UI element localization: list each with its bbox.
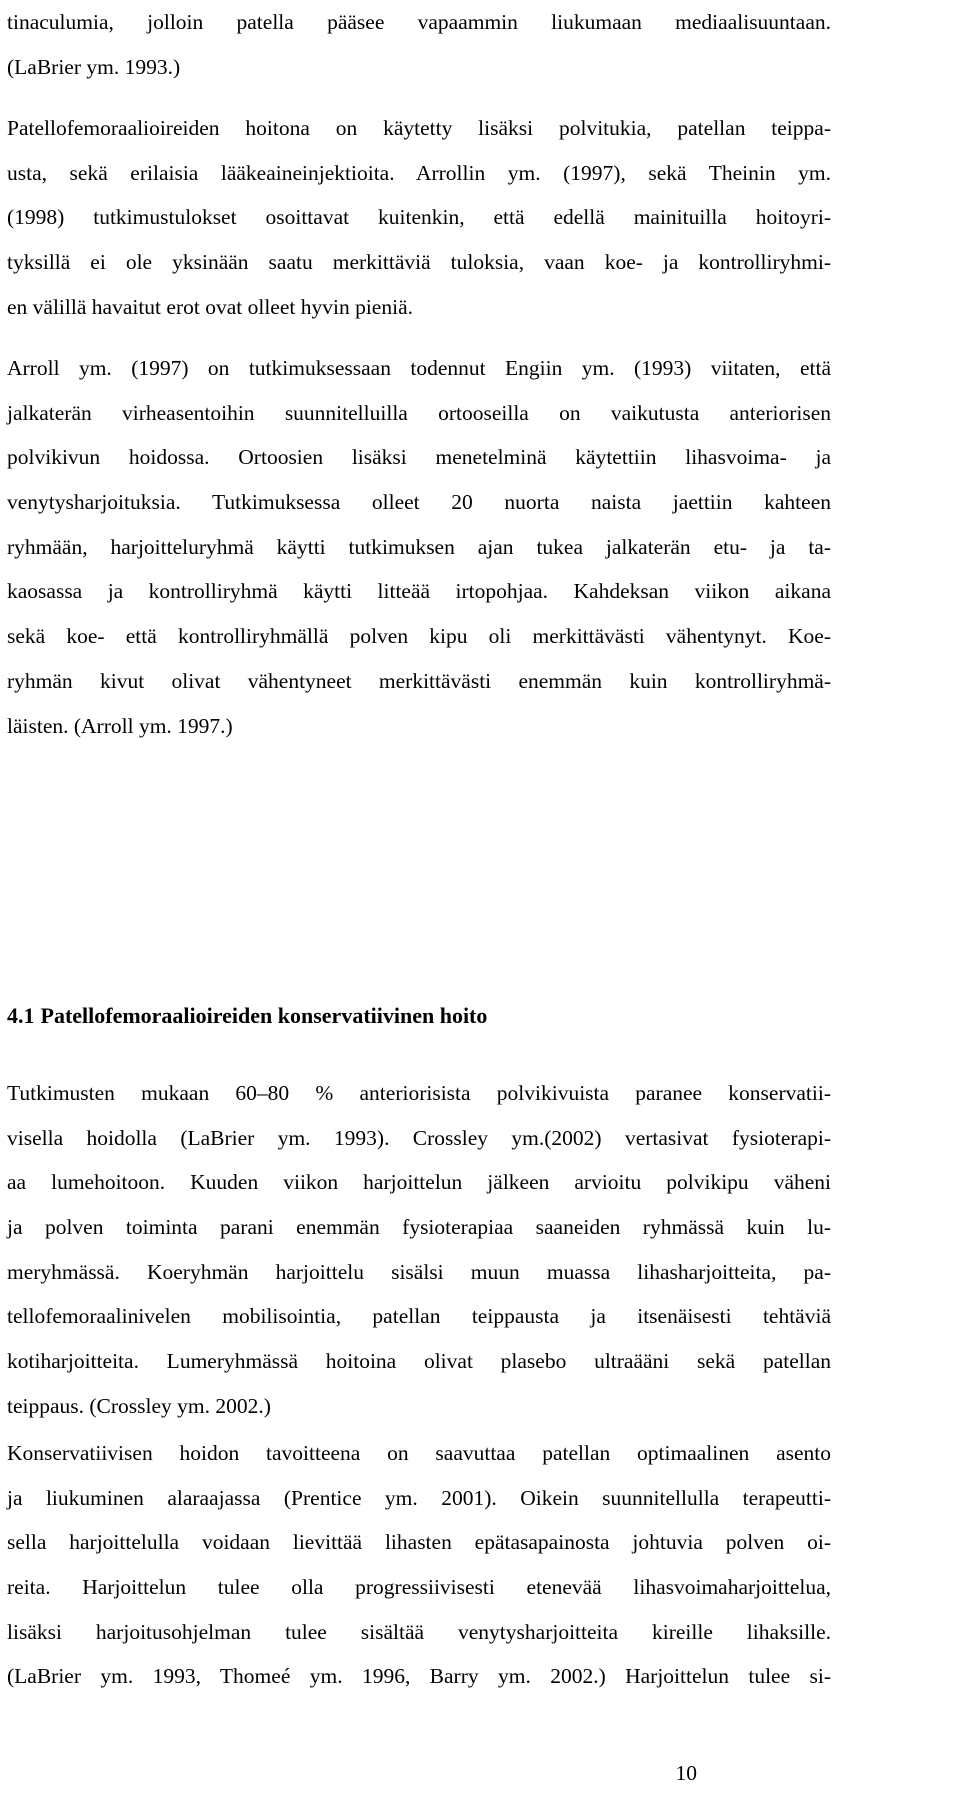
- text-line: tinaculumia, jolloin patella pääsee vapaammin liukumaan mediaalisuuntaan.: [7, 10, 831, 34]
- text-line: ryhmään, harjoitteluryhmä käytti tutkimuksen ajan tukea jalkaterän etu- ja ta-: [7, 534, 831, 559]
- text-line: sekä koe- että kontrolliryhmällä polven kipu oli merkittävästi vähentynyt. Koe-: [7, 624, 831, 649]
- text-line: lisäksi harjoitusohjelman tulee sisältää venytysharjoitteita kireille lihaksille.: [7, 1619, 831, 1644]
- page-number: 10: [675, 1761, 697, 1785]
- paragraph-3: [7, 346, 831, 748]
- text-line: visella hoidolla (LaBrier ym. 1993). Crossley ym.(2002) vertasivat fysioterapi-: [7, 1125, 831, 1150]
- text-line: tellofemoraalinivelen mobilisointia, patellan teippausta ja itsenäisesti tehtäviä: [7, 1304, 831, 1329]
- text-line: tyksillä ei ole yksinään saatu merkittäviä tuloksia, vaan koe- ja kontrolliryhmi-: [7, 250, 831, 275]
- paragraph-2: [7, 106, 831, 329]
- text-line: aa lumehoitoon. Kuuden viikon harjoittelun jälkeen arvioitu polvikipu väheni: [7, 1170, 831, 1195]
- text-line: venytysharjoituksia. Tutkimuksessa olleet 20 nuorta naista jaettiin kahteen: [7, 490, 831, 515]
- text-line: jalkaterän virheasentoihin suunnitelluilla ortooseilla on vaikutusta anteriorisen: [7, 400, 831, 425]
- text-line: kaosassa ja kontrolliryhmä käytti litteää irtopohjaa. Kahdeksan viikon aikana: [7, 579, 831, 604]
- text-line: (1998) tutkimustulokset osoittavat kuitenkin, että edellä mainituilla hoitoyri-: [7, 205, 831, 230]
- text-line: reita. Harjoittelun tulee olla progressiivisesti etenevää lihasvoimaharjoittelua,: [7, 1575, 831, 1600]
- text-line: Tutkimusten mukaan 60–80 % anteriorisista polvikivuista paranee konservatii-: [7, 1081, 831, 1105]
- paragraph-5: [7, 1431, 831, 1699]
- text-line: kotiharjoitteita. Lumeryhmässä hoitoina olivat plasebo ultraääni sekä patellan: [7, 1349, 831, 1374]
- section-number: 4.1: [7, 1003, 35, 1028]
- text-line: meryhmässä. Koeryhmän harjoittelu sisälsi muun muassa lihasharjoitteita, pa-: [7, 1259, 831, 1284]
- text-line: polvikivun hoidossa. Ortoosien lisäksi menetelminä käytettiin lihasvoima- ja: [7, 445, 831, 470]
- text-line: (LaBrier ym. 1993, Thomeé ym. 1996, Barry ym. 2002.) Harjoittelun tulee si-: [7, 1664, 831, 1689]
- text-line: Patellofemoraalioireiden hoitona on käytetty lisäksi polvitukia, patellan teippa-: [7, 116, 831, 140]
- section-heading: [7, 1003, 487, 1029]
- text-line: sella harjoittelulla voidaan lievittää lihasten epätasapainosta johtuvia polven oi-: [7, 1530, 831, 1555]
- section-title: Patellofemoraalioireiden konservatiivinen hoito: [40, 1003, 488, 1028]
- text-line: ja polven toiminta parani enemmän fysioterapiaa saaneiden ryhmässä kuin lu-: [7, 1215, 831, 1240]
- paragraph-1: [7, 0, 831, 89]
- text-line: teippaus. (Crossley ym. 2002.): [7, 1393, 271, 1418]
- text-line: läisten. (Arroll ym. 1997.): [7, 713, 233, 738]
- paragraph-4: [7, 1071, 831, 1429]
- text-line: (LaBrier ym. 1993.): [7, 54, 181, 79]
- text-line: Arroll ym. (1997) on tutkimuksessaan todennut Engiin ym. (1993) viitaten, että: [7, 356, 831, 380]
- text-line: ryhmän kivut olivat vähentyneet merkittävästi enemmän kuin kontrolliryhmä-: [7, 668, 831, 693]
- text-line: ja liukuminen alaraajassa (Prentice ym. 2001). Oikein suunnitellulla terapeutti-: [7, 1485, 831, 1510]
- text-line: en välillä havaitut erot ovat olleet hyvin pieniä.: [7, 294, 413, 319]
- text-line: usta, sekä erilaisia lääkeaineinjektioita. Arrollin ym. (1997), sekä Theinin ym.: [7, 160, 831, 185]
- text-line: Konservatiivisen hoidon tavoitteena on saavuttaa patellan optimaalinen asento: [7, 1441, 831, 1465]
